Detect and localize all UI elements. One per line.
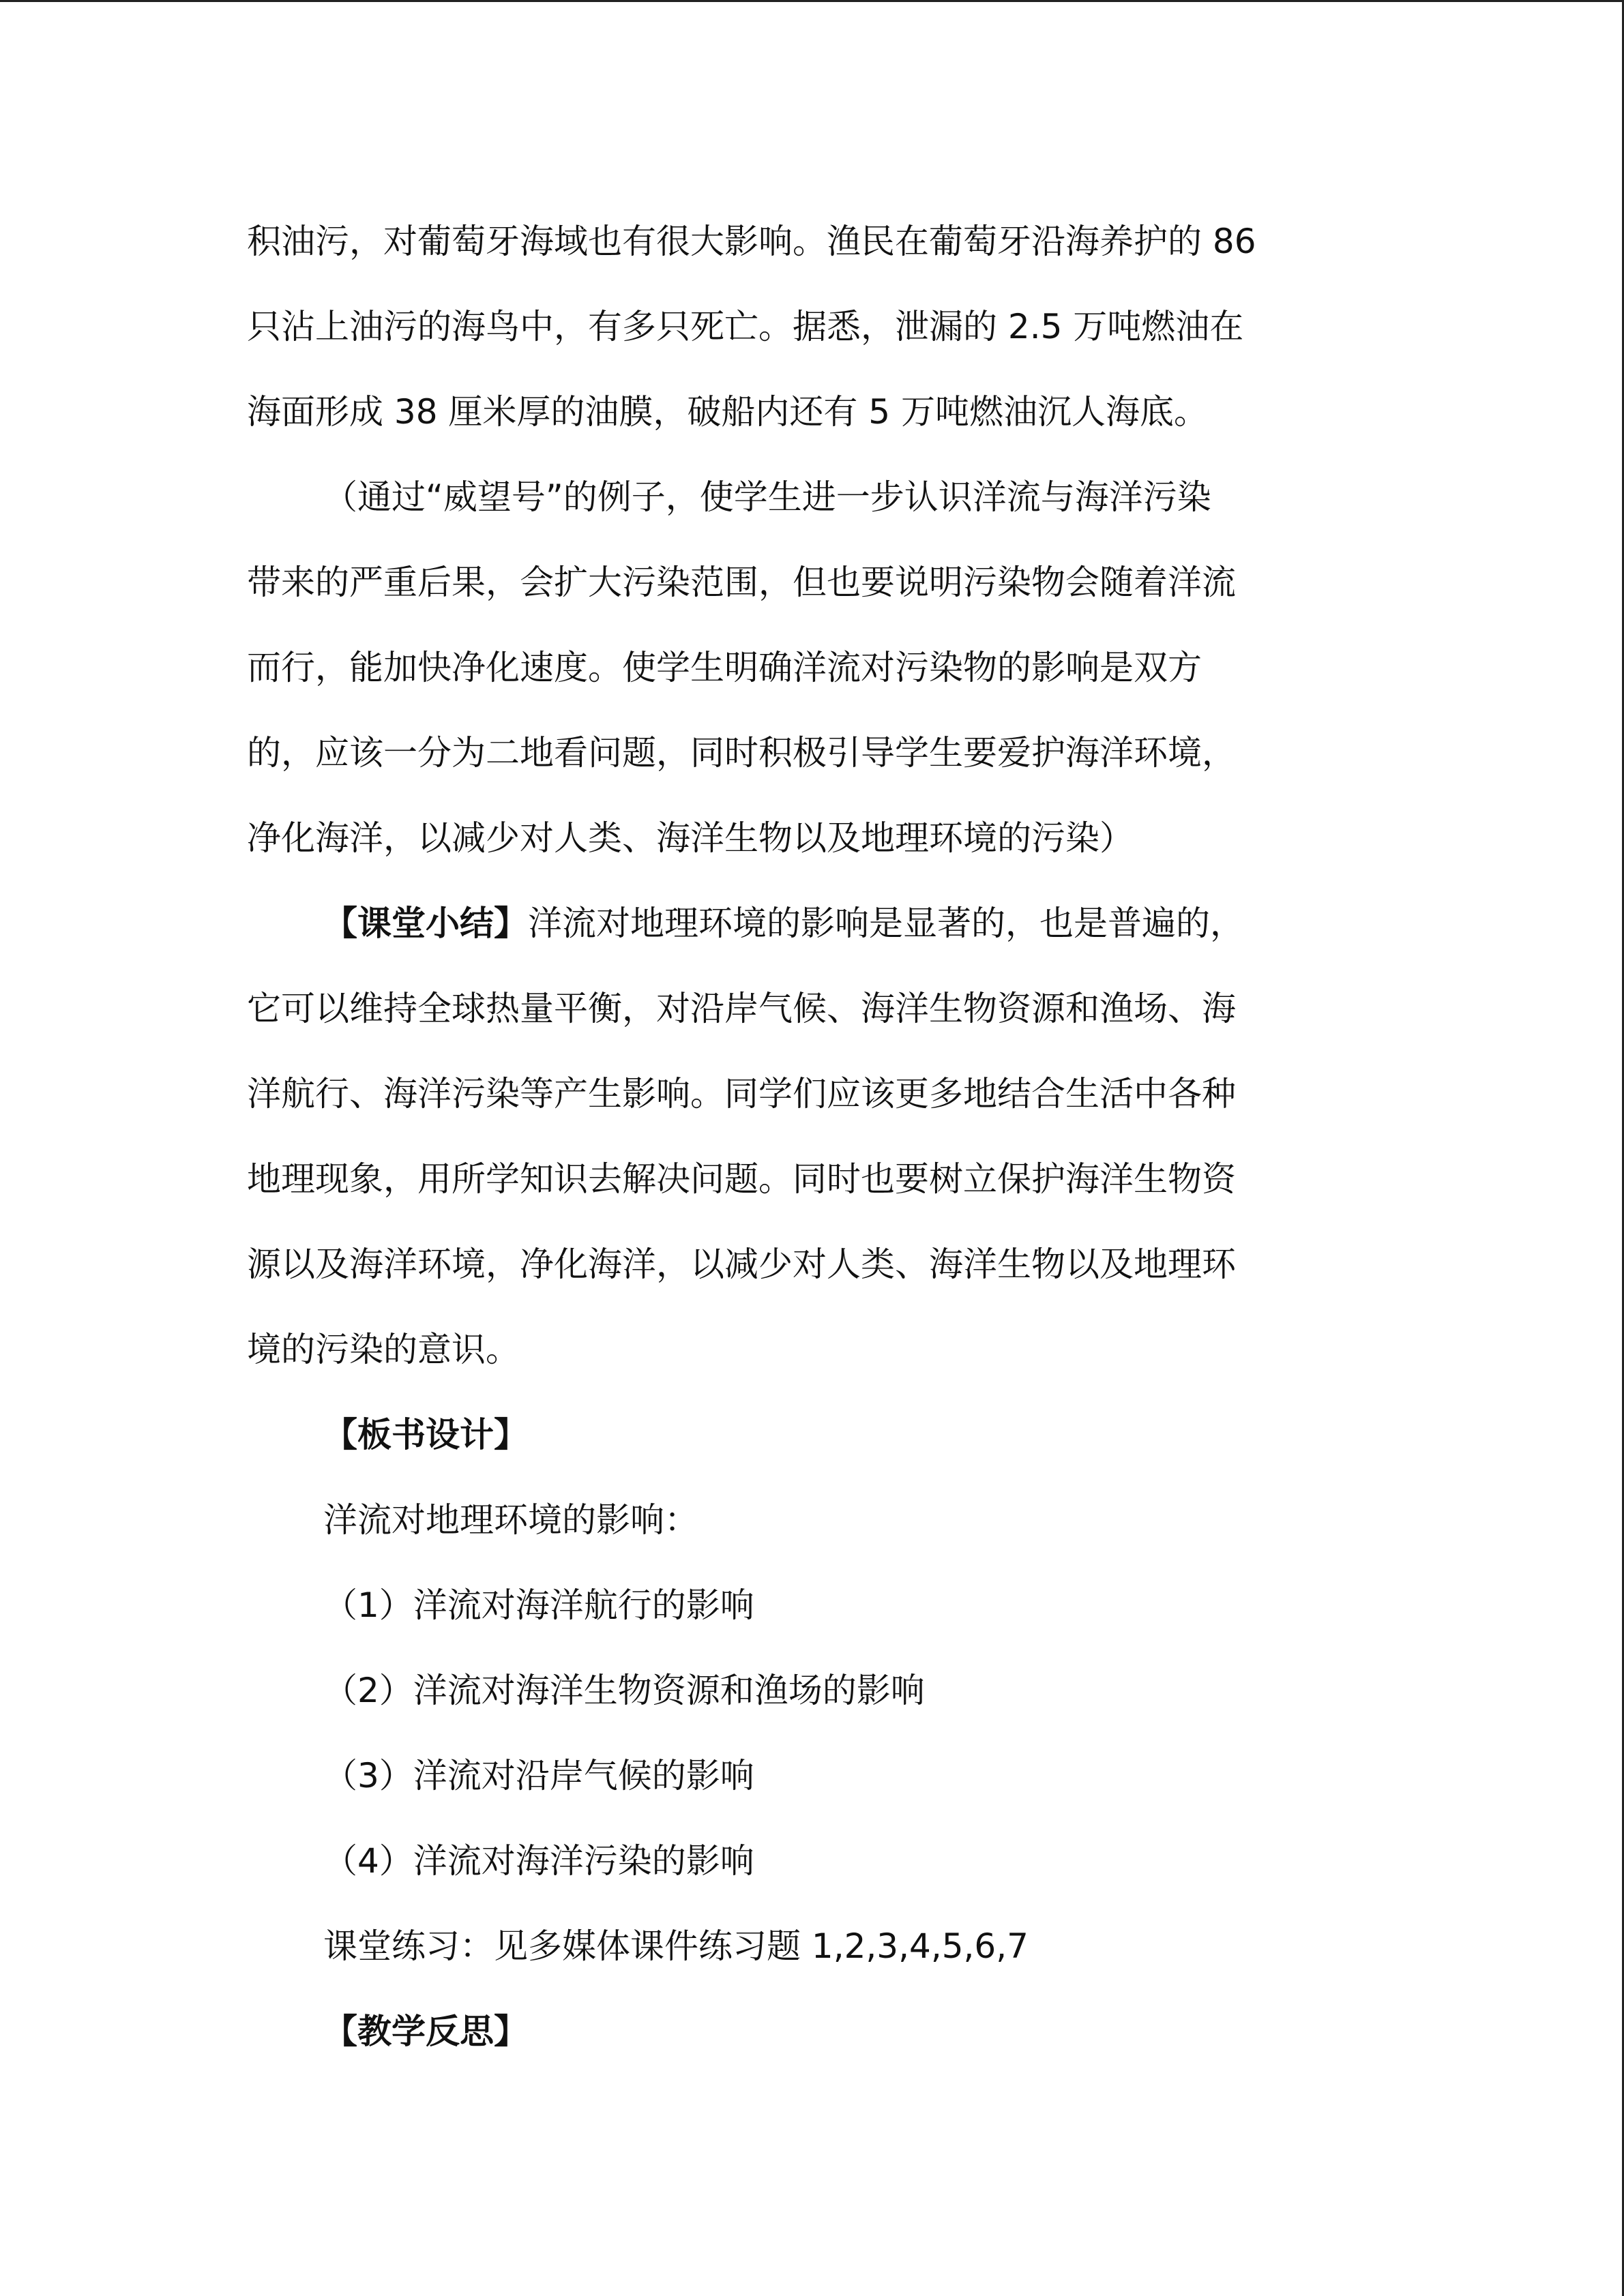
paragraph-class-summary — [247, 881, 1379, 1392]
text-line: 而行，能加快净化速度。使学生明确洋流对污染物的影响是双方 — [247, 648, 1202, 687]
text-line: 地理现象，用所学知识去解决问题。同时也要树立保护海洋生物资 — [247, 1159, 1236, 1199]
text-line: 洋流对地理环境的影响是显著的，也是普遍的， — [528, 904, 1244, 943]
board-title: 洋流对地理环境的影响： — [323, 1500, 698, 1540]
page-top-border — [0, 0, 1624, 2]
text-line: 积油污，对葡萄牙海域也有很大影响。渔民在葡萄牙沿海养护的 86 — [247, 222, 1256, 261]
board-heading: 【板书设计】 — [323, 1415, 528, 1455]
paragraph-teaching-note — [247, 455, 1379, 881]
paragraph-oil-spill — [247, 199, 1379, 455]
text-line: 境的污染的意识。 — [247, 1330, 520, 1369]
summary-first-line — [247, 881, 1379, 966]
document-page — [247, 199, 1379, 2074]
text-line: 的，应该一分为二地看问题，同时积极引导学生要爱护海洋环境， — [247, 733, 1236, 773]
text-line: （通过“威望号”的例子，使学生进一步认识洋流与海洋污染 — [323, 477, 1211, 517]
board-item: （1）洋流对海洋航行的影响 — [323, 1585, 754, 1625]
text-line: 源以及海洋环境，净化海洋，以减少对人类、海洋生物以及地理环 — [247, 1244, 1236, 1284]
summary-heading: 【课堂小结】 — [323, 904, 528, 943]
reflection-heading: 【教学反思】 — [323, 2012, 528, 2051]
text-line: 带来的严重后果，会扩大污染范围，但也要说明污染物会随着洋流 — [247, 563, 1236, 602]
text-line: 洋航行、海洋污染等产生影响。同学们应该更多地结合生活中各种 — [247, 1074, 1236, 1114]
text-line: 它可以维持全球热量平衡，对沿岸气候、海洋生物资源和渔场、海 — [247, 989, 1236, 1028]
board-item: （4）洋流对海洋污染的影响 — [323, 1841, 754, 1881]
board-item: （2）洋流对海洋生物资源和渔场的影响 — [323, 1671, 925, 1710]
board-item: （3）洋流对沿岸气候的影响 — [323, 1756, 754, 1795]
exercise-line: 课堂练习：见多媒体课件练习题 1,2,3,4,5,6,7 — [323, 1926, 1029, 1966]
text-line: 海面形成 38 厘米厚的油膜，破船内还有 5 万吨燃油沉人海底。 — [247, 392, 1209, 432]
text-line: 净化海洋，以减少对人类、海洋生物以及地理环境的污染） — [247, 818, 1134, 858]
text-line: 只沾上油污的海鸟中，有多只死亡。据悉，泄漏的 2.5 万吨燃油在 — [247, 307, 1244, 346]
section-board-design — [247, 1392, 1379, 2074]
